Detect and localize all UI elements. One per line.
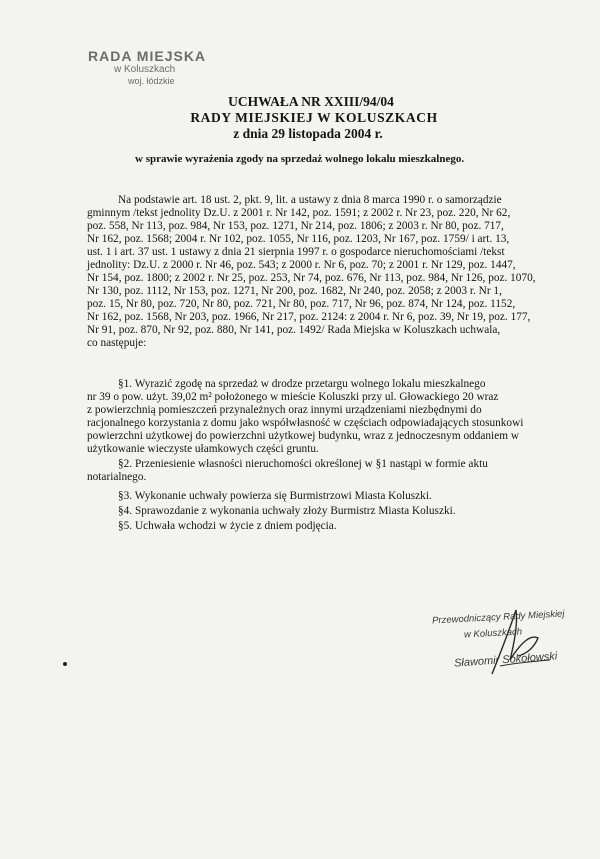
stamp-city: w Koluszkach (114, 64, 176, 75)
section-1-line: racjonalnego korzystania z domu jako współwłasność w częściach odpowiadających stosunkowi (87, 417, 524, 429)
signature-role: Przewodniczący Rady Miejskiej (431, 608, 565, 627)
signature-role-city: w Koluszkach (463, 626, 523, 641)
resolution-subject: w sprawie wyrażenia zgody na sprzedaż wolnego lokalu mieszkalnego. (135, 153, 465, 165)
preamble-line: co następuje: (87, 337, 147, 349)
preamble-line: Nr 91, poz. 870, Nr 92, poz. 880, Nr 141, poz. 1492/ Rada Miejska w Koluszkach uchwala, (87, 324, 501, 336)
section-1-line: powierzchni użytkowej do powierzchni użytkowej budynku, wraz z jednoczesnym oddaniem w (87, 430, 519, 442)
resolution-date: z dnia 29 listopada 2004 r. (233, 126, 383, 141)
section-1-line: z powierzchnią pomieszczeń przynależnych oraz innymi urządzeniami niezbędnymi do (87, 404, 482, 416)
council-name: RADY MIEJSKIEJ W KOLUSZKACH (190, 110, 438, 125)
handwritten-signature-icon (430, 604, 590, 684)
section-2-line: notarialnego. (87, 471, 147, 483)
council-stamp (88, 48, 206, 87)
ink-speck (63, 662, 67, 666)
preamble-line: ust. 1 i art. 37 ust. 1 ustawy z dnia 21 sierpnia 1997 r. o gospodarce nieruchomościami /tekst (87, 246, 505, 258)
preamble-line: poz. 15, Nr 80, poz. 720, Nr 80, poz. 721, Nr 80, poz. 717, Nr 96, poz. 874, Nr 124, poz. 1152, (87, 298, 516, 310)
section-1-line: nr 39 o pow. użyt. 39,02 m² położonego w mieście Koluszki przy ul. Głowackiego 20 wraz (87, 391, 499, 403)
section-4: §4. Sprawozdanie z wykonania uchwały złoży Burmistrz Miasta Koluszki. (118, 505, 456, 517)
preamble-line: Nr 162, poz. 1568; 2004 r. Nr 102, poz. 1055, Nr 116, poz. 1203, Nr 167, poz. 1759/ i art. 13, (87, 233, 510, 245)
stamp-region: woj. łódzkie (128, 76, 175, 86)
section-1-line: użytkowanie wieczyste ułamkowych części gruntu. (87, 443, 319, 455)
preamble-line: gminnym /tekst jednolity Dz.U. z 2001 r. Nr 142, poz. 1591; z 2002 r. Nr 23, poz. 220, Nr 62, (87, 207, 511, 219)
preamble-line: Na podstawie art. 18 ust. 2, pkt. 9, lit. a ustawy z dnia 8 marca 1990 r. o samorządzie (118, 194, 502, 206)
preamble-line: poz. 558, Nr 113, poz. 984, Nr 153, poz. 1271, Nr 214, poz. 1806; z 2003 r. Nr 80, poz. 717, (87, 220, 504, 232)
preamble-line: Nr 154, poz. 1800; z 2002 r. Nr 25, poz. 253, Nr 74, poz. 676, Nr 113, poz. 984, Nr 126, poz. 1070, (87, 272, 536, 284)
section-1-line: §1. Wyrazić zgodę na sprzedaż w drodze przetargu wolnego lokalu mieszkalnego (118, 378, 486, 390)
preamble-line: jednolity: Dz.U. z 2000 r. Nr 46, poz. 543; z 2000 r. Nr 6, poz. 70; z 2001 r. Nr 129, poz. 1447, (87, 259, 516, 271)
resolution-header (0, 94, 600, 142)
chairman-signature (430, 604, 590, 684)
stamp-title: RADA MIEJSKA (88, 48, 207, 64)
preamble-line: Nr 162, poz. 1568, Nr 203, poz. 1966, Nr 217, poz. 2124: z 2004 r. Nr 6, poz. 39, Nr 19, poz. 177, (87, 311, 531, 323)
signature-name: Sławomir Sokołowski (453, 650, 558, 670)
preamble-line: Nr 130, poz. 1112, Nr 153, poz. 1271, Nr 200, poz. 1682, Nr 240, poz. 2058; z 2003 r. Nr 1, (87, 285, 502, 297)
resolution-number: UCHWAŁA NR XXIII/94/04 (228, 94, 394, 109)
section-3: §3. Wykonanie uchwały powierza się Burmistrzowi Miasta Koluszki. (118, 490, 432, 502)
section-2-line: §2. Przeniesienie własności nieruchomości określonej w §1 nastąpi w formie aktu (118, 458, 488, 470)
section-5: §5. Uchwała wchodzi w życie z dniem podjęcia. (118, 520, 337, 532)
